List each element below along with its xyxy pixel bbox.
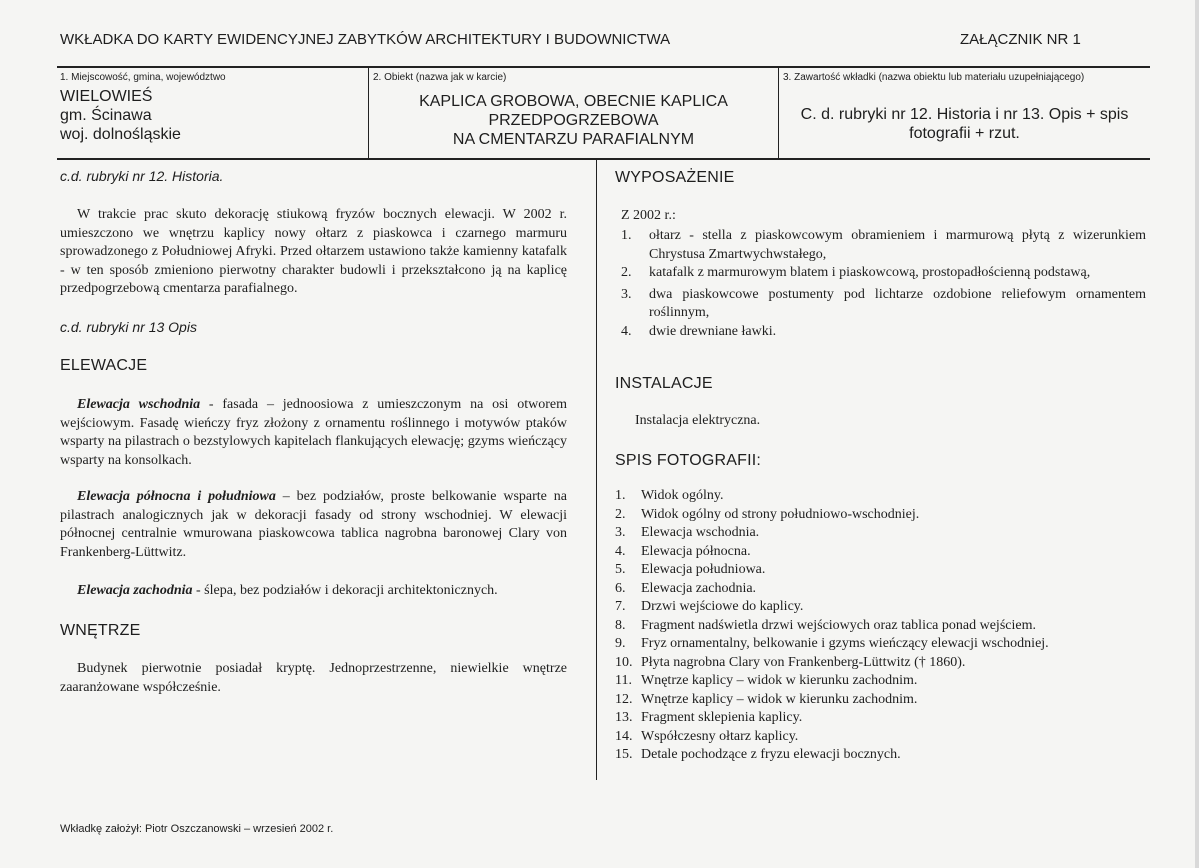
object-name-line2: PRZEDPOGRZEBOWA xyxy=(488,112,659,129)
locality: WIELOWIEŚ xyxy=(60,88,153,105)
insert-contents-line2: fotografii + rzut. xyxy=(909,125,1020,142)
box1-label: 1. Miejscowość, gmina, województwo xyxy=(60,72,226,83)
photo-list-item: 9. Fryz ornamentalny, belkowanie i gzyms wieńczący elewacji wschodniej. xyxy=(615,636,1049,651)
photo-list-item: 4. Elewacja północna. xyxy=(615,543,751,559)
commune: gm. Ścinawa xyxy=(60,107,152,124)
box3-label: 3. Zawartość wkładki (nazwa obiektu lub materiału uzupełniającego) xyxy=(783,72,1085,83)
equipment-year: Z 2002 r.: xyxy=(621,208,676,223)
photo-list xyxy=(615,487,1145,765)
photo-list-item: 1. Widok ogólny. xyxy=(615,488,724,503)
equipment-item: 1. ołtarz - stella z piaskowcowym obramieniem i marmurową płytą z wizerunkiem Chrystusa Zmartwychwstałego, xyxy=(621,228,1146,262)
photo-list-item: 10. Płyta nagrobna Clary von Frankenberg-Lüttwitz († 1860). xyxy=(615,654,966,670)
box3-content xyxy=(779,105,1150,143)
insert-contents-line1: C. d. rubryki nr 12. Historia i nr 13. Opis + spis xyxy=(800,106,1129,123)
west-elevation-title: Elewacja zachodnia xyxy=(77,583,193,598)
installations-text: Instalacja elektryczna. xyxy=(635,413,761,428)
box1-content xyxy=(60,87,181,144)
photo-list-item: 7. Drzwi wejściowe do kaplicy. xyxy=(615,599,804,614)
north-south-elevation-title: Elewacja północna i południowa xyxy=(77,489,276,504)
interior-heading: WNĘTRZE xyxy=(60,622,141,639)
photo-list-item: 12. Wnętrze kaplicy – widok w kierunku zachodnim. xyxy=(615,691,918,707)
north-south-elevation-paragraph xyxy=(60,488,567,562)
photo-list-item: 3. Elewacja wschodnia. xyxy=(615,525,760,540)
footer-author: Wkładkę założył: Piotr Oszczanowski – wrzesień 2002 r. xyxy=(60,823,334,835)
photo-list-item: 14. Współczesny ołtarz kaplicy. xyxy=(615,728,799,744)
photo-list-item: 6. Elewacja zachodnia. xyxy=(615,580,757,596)
photo-list-item: 2. Widok ogólny od strony południowo-wschodniej. xyxy=(615,506,920,522)
east-elevation-title: Elewacja wschodnia xyxy=(77,397,201,412)
attachment-number: ZAŁĄCZNIK NR 1 xyxy=(960,31,1081,48)
document-title: WKŁADKA DO KARTY EWIDENCYJNEJ ZABYTKÓW ARCHITEKTURY I BUDOWNICTWA xyxy=(60,31,671,48)
box2-label: 2. Obiekt (nazwa jak w karcie) xyxy=(373,72,507,83)
photo-list-item: 8. Fragment nadświetla drzwi wejściowych oraz tablica ponad wejściem. xyxy=(615,617,1036,633)
voivodeship: woj. dolnośląskie xyxy=(60,126,181,143)
equipment-list xyxy=(621,227,1146,341)
photo-list-item: 5. Elewacja południowa. xyxy=(615,562,766,577)
table-top-border xyxy=(57,66,1150,68)
object-name-line1: KAPLICA GROBOWA, OBECNIE KAPLICA xyxy=(419,93,728,110)
installations-heading: INSTALACJE xyxy=(615,375,713,392)
equipment-heading: WYPOSAŻENIE xyxy=(615,169,735,186)
box2-content xyxy=(369,92,778,149)
history-heading: c.d. rubryki nr 12. Historia. xyxy=(60,168,224,184)
west-elevation-text: - ślepa, bez podziałów i dekoracji architektonicznych. xyxy=(192,583,498,598)
equipment-item: 3. dwa piaskowcowe postumenty pod lichtarze ozdobione reliefowym ornamentem roślinnym, xyxy=(621,286,1146,320)
photo-list-heading: SPIS FOTOGRAFII: xyxy=(615,452,762,469)
object-name-line3: NA CMENTARZU PARAFIALNYM xyxy=(452,131,695,148)
east-elevation-paragraph xyxy=(60,396,567,470)
photo-list-item: 15. Detale pochodzące z fryzu elewacji bocznych. xyxy=(615,747,901,762)
north-south-elevation-text: – bez podziałów, proste belkowanie wsparte na pilastrach analogicznych jak w dekoracji fasady od strony wschodniej. W elewacji północnej centralnie wmurowana piaskowcowa tablica nagrobna baronowej Clary von Frankenberg-Lüttwitz. xyxy=(60,489,567,560)
equipment-item: 2. katafalk z marmurowym blatem i piaskowcową, prostopadłościenną podstawą, xyxy=(621,265,1091,280)
east-elevation-text: - fasada – jednoosiowa z umieszczonym na osi otworem wejściowym. Fasadę wieńczy fryz złożony z ornamentu roślinnego i motywów ptaków wsparty na pilastrach o bezstylowych kapitelach flankujących elewację; gzyms wieńczący wsparty na konsolkach. xyxy=(60,397,567,468)
west-elevation-paragraph xyxy=(60,582,567,601)
elevations-heading: ELEWACJE xyxy=(60,357,148,374)
description-heading: c.d. rubryki nr 13 Opis xyxy=(60,319,197,335)
page-edge xyxy=(1195,0,1199,868)
photo-list-item: 11. Wnętrze kaplicy – widok w kierunku zachodnim. xyxy=(615,673,918,688)
equipment-item: 4. dwie drewniane ławki. xyxy=(621,323,777,339)
history-paragraph: W trakcie prac skuto dekorację stiukową fryzów bocznych elewacji. W 2002 r. umieszczono we wnętrzu kaplicy nowy ołtarz z piaskowca i czarnego marmuru sprowadzonego z Południowej Afryki. Przed ołtarzem ustawiono także kamienny katafalk - w ten sposób zmieniono pierwotny charakter budowli i przekształcono ją na kaplicę przedpogrzebową cmentarza parafialnego. xyxy=(60,207,567,296)
column-divider xyxy=(596,160,597,780)
photo-list-item: 13. Fragment sklepienia kaplicy. xyxy=(615,710,803,725)
interior-paragraph: Budynek pierwotnie posiadał kryptę. Jednoprzestrzenne, niewielkie wnętrze zaaranżowane współcześnie. xyxy=(60,661,567,695)
table-bottom-border xyxy=(57,158,1150,160)
